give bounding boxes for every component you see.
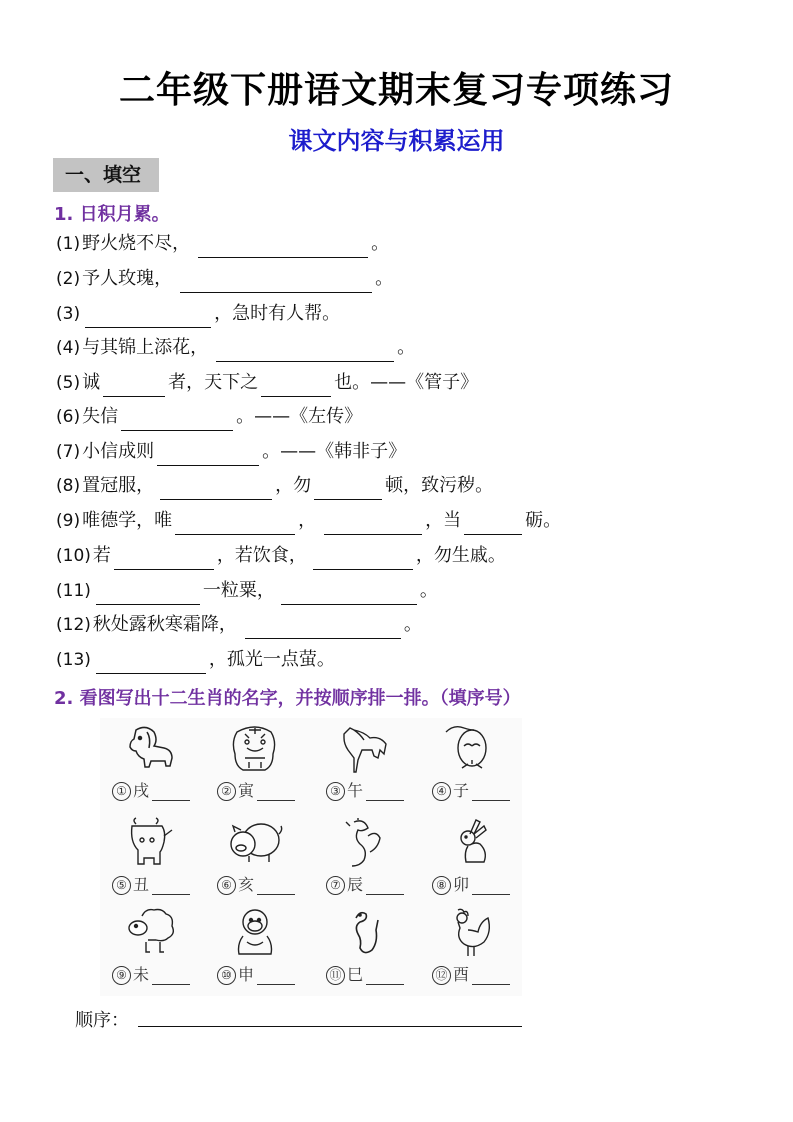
tiger-icon <box>225 722 285 774</box>
item-text: 。 <box>397 337 416 358</box>
zodiac-cell-rat <box>426 720 531 812</box>
item-text: ，若饮食， <box>216 545 307 566</box>
zodiac-label <box>112 778 190 801</box>
zodiac-cell-ox <box>106 814 211 906</box>
answer-blank[interactable] <box>152 969 190 985</box>
answer-blank[interactable] <box>85 306 211 328</box>
answer-blank[interactable] <box>157 444 259 466</box>
page-subtitle: 课文内容与积累运用 <box>288 127 505 155</box>
circled-number: ⑫ <box>432 966 451 985</box>
item-number: (9) <box>56 511 81 531</box>
item-text: 唯德学，唯 <box>82 510 173 531</box>
zodiac-cell-rabbit <box>426 814 531 906</box>
item-text: ，勿 <box>275 475 312 496</box>
q1-item-10 <box>56 542 506 570</box>
item-text: 砺。 <box>525 510 562 531</box>
q1-item-7 <box>56 438 406 466</box>
answer-blank[interactable] <box>121 409 233 431</box>
zodiac-label <box>217 778 295 801</box>
zodiac-label <box>432 962 510 985</box>
zodiac-cell-horse <box>320 720 425 812</box>
zodiac-label <box>326 872 404 895</box>
item-number: (5) <box>56 373 81 393</box>
earthly-branch: 丑 <box>133 875 150 894</box>
zodiac-image-grid <box>100 718 522 996</box>
q1-item-12 <box>56 611 422 639</box>
answer-blank[interactable] <box>160 478 272 500</box>
answer-blank[interactable] <box>472 879 510 895</box>
earthly-branch: 戌 <box>133 781 150 800</box>
item-text: 也。——《管子》 <box>334 372 479 393</box>
circled-number: ⑧ <box>432 876 451 895</box>
q1-item-2 <box>56 265 393 293</box>
zodiac-label <box>326 778 404 801</box>
q1-item-5 <box>56 369 478 397</box>
zodiac-label <box>112 872 190 895</box>
item-number: (8) <box>56 476 81 496</box>
answer-blank[interactable] <box>96 583 200 605</box>
item-number: (6) <box>56 407 81 427</box>
answer-blank[interactable] <box>464 513 522 535</box>
item-text: 。 <box>375 268 394 289</box>
zodiac-label <box>326 962 404 985</box>
earthly-branch: 酉 <box>453 965 470 984</box>
circled-number: ⑩ <box>217 966 236 985</box>
question-1-heading: 1. 日积月累。 <box>54 204 170 225</box>
zodiac-label <box>217 872 295 895</box>
earthly-branch: 亥 <box>238 875 255 894</box>
zodiac-label <box>112 962 190 985</box>
section-header-fill-blank: 一、填空 <box>53 158 159 192</box>
item-text: 者，天下之 <box>168 372 259 393</box>
answer-blank[interactable] <box>366 879 404 895</box>
zodiac-cell-pig <box>211 814 316 906</box>
item-text: ，急时有人帮。 <box>214 303 341 324</box>
answer-blank[interactable] <box>114 548 214 570</box>
circled-number: ⑪ <box>326 966 345 985</box>
answer-blank[interactable] <box>257 879 295 895</box>
circled-number: ② <box>217 782 236 801</box>
item-text: 。 <box>371 233 390 254</box>
circled-number: ⑥ <box>217 876 236 895</box>
answer-blank[interactable] <box>313 548 413 570</box>
item-text: ，当 <box>425 510 462 531</box>
dragon-icon <box>334 816 394 868</box>
zodiac-cell-rooster <box>426 904 531 996</box>
horse-icon <box>334 722 394 774</box>
answer-blank[interactable] <box>366 969 404 985</box>
q1-item-11 <box>56 577 438 605</box>
answer-blank[interactable] <box>245 617 401 639</box>
item-text: ，孤光一点萤。 <box>208 649 335 670</box>
sheep-icon <box>120 906 180 958</box>
monkey-icon <box>225 906 285 958</box>
page-title: 二年级下册语文期末复习专项练习 <box>118 70 674 111</box>
item-number: (10) <box>56 546 91 566</box>
item-number: (1) <box>56 234 81 254</box>
q1-item-3 <box>56 300 340 328</box>
q1-item-4 <box>56 334 415 362</box>
circled-number: ① <box>112 782 131 801</box>
item-text: ，勿生戚。 <box>415 545 506 566</box>
item-text: 失信 <box>82 406 119 427</box>
item-number: (12) <box>56 615 91 635</box>
zodiac-cell-snake <box>320 904 425 996</box>
item-text: ， <box>298 510 317 531</box>
item-number: (4) <box>56 338 81 358</box>
item-text: 置冠服， <box>82 475 155 496</box>
zodiac-cell-dragon <box>320 814 425 906</box>
zodiac-label <box>217 962 295 985</box>
item-number: (13) <box>56 650 91 670</box>
item-text: 顿，致污秽。 <box>385 475 494 496</box>
item-text: 诚 <box>82 372 101 393</box>
rat-icon <box>440 722 500 774</box>
item-text: 一粒粟， <box>202 580 275 601</box>
answer-blank[interactable] <box>257 785 295 801</box>
answer-blank[interactable] <box>152 879 190 895</box>
answer-blank[interactable] <box>257 969 295 985</box>
answer-blank[interactable] <box>198 236 368 258</box>
order-label: 顺序： <box>75 1010 129 1031</box>
circled-number: ⑦ <box>326 876 345 895</box>
item-number: (2) <box>56 269 81 289</box>
item-text: 。 <box>403 614 422 635</box>
pig-icon <box>225 816 285 868</box>
item-number: (7) <box>56 442 81 462</box>
earthly-branch: 未 <box>133 965 150 984</box>
answer-blank[interactable] <box>366 785 404 801</box>
rooster-icon <box>440 906 500 958</box>
order-answer-blank[interactable] <box>138 1026 522 1027</box>
earthly-branch: 卯 <box>453 875 470 894</box>
zodiac-cell-monkey <box>211 904 316 996</box>
earthly-branch: 午 <box>347 781 364 800</box>
q1-item-8 <box>56 472 493 500</box>
answer-blank[interactable] <box>96 652 206 674</box>
zodiac-cell-dog <box>106 720 211 812</box>
item-text: 野火烧不尽， <box>82 233 191 254</box>
answer-blank[interactable] <box>281 583 417 605</box>
earthly-branch: 子 <box>453 781 470 800</box>
circled-number: ③ <box>326 782 345 801</box>
answer-blank[interactable] <box>175 513 295 535</box>
zodiac-label <box>432 778 510 801</box>
circled-number: ⑨ <box>112 966 131 985</box>
question-2-heading: 2. 看图写出十二生肖的名字，并按顺序排一排。（填序号） <box>54 688 521 709</box>
item-text: 若 <box>92 545 111 566</box>
item-text: 。——《韩非子》 <box>262 441 407 462</box>
item-text: 予人玫瑰， <box>82 268 173 289</box>
zodiac-label <box>432 872 510 895</box>
answer-blank[interactable] <box>152 785 190 801</box>
q1-item-9 <box>56 507 561 535</box>
item-number: (11) <box>56 581 91 601</box>
item-number: (3) <box>56 304 81 324</box>
earthly-branch: 巳 <box>347 965 364 984</box>
rabbit-icon <box>440 816 500 868</box>
answer-blank[interactable] <box>103 375 165 397</box>
ox-icon <box>120 816 180 868</box>
answer-blank[interactable] <box>314 478 382 500</box>
answer-blank[interactable] <box>472 969 510 985</box>
answer-blank[interactable] <box>180 271 372 293</box>
item-text: 秋处露秋寒霜降， <box>92 614 237 635</box>
earthly-branch: 辰 <box>347 875 364 894</box>
answer-blank[interactable] <box>472 785 510 801</box>
item-text: 与其锦上添花， <box>82 337 209 358</box>
zodiac-cell-tiger <box>211 720 316 812</box>
earthly-branch: 寅 <box>238 781 255 800</box>
answer-blank[interactable] <box>216 340 394 362</box>
q1-item-6 <box>56 403 362 431</box>
q1-item-1 <box>56 230 389 258</box>
earthly-branch: 申 <box>238 965 255 984</box>
item-text: 。——《左传》 <box>236 406 363 427</box>
item-text: 小信成则 <box>82 441 155 462</box>
circled-number: ⑤ <box>112 876 131 895</box>
dog-icon <box>120 722 180 774</box>
zodiac-cell-sheep <box>106 904 211 996</box>
answer-blank[interactable] <box>261 375 331 397</box>
q1-item-13 <box>56 646 335 674</box>
item-text: 。 <box>419 580 438 601</box>
answer-blank[interactable] <box>324 513 422 535</box>
circled-number: ④ <box>432 782 451 801</box>
snake-icon <box>334 906 394 958</box>
